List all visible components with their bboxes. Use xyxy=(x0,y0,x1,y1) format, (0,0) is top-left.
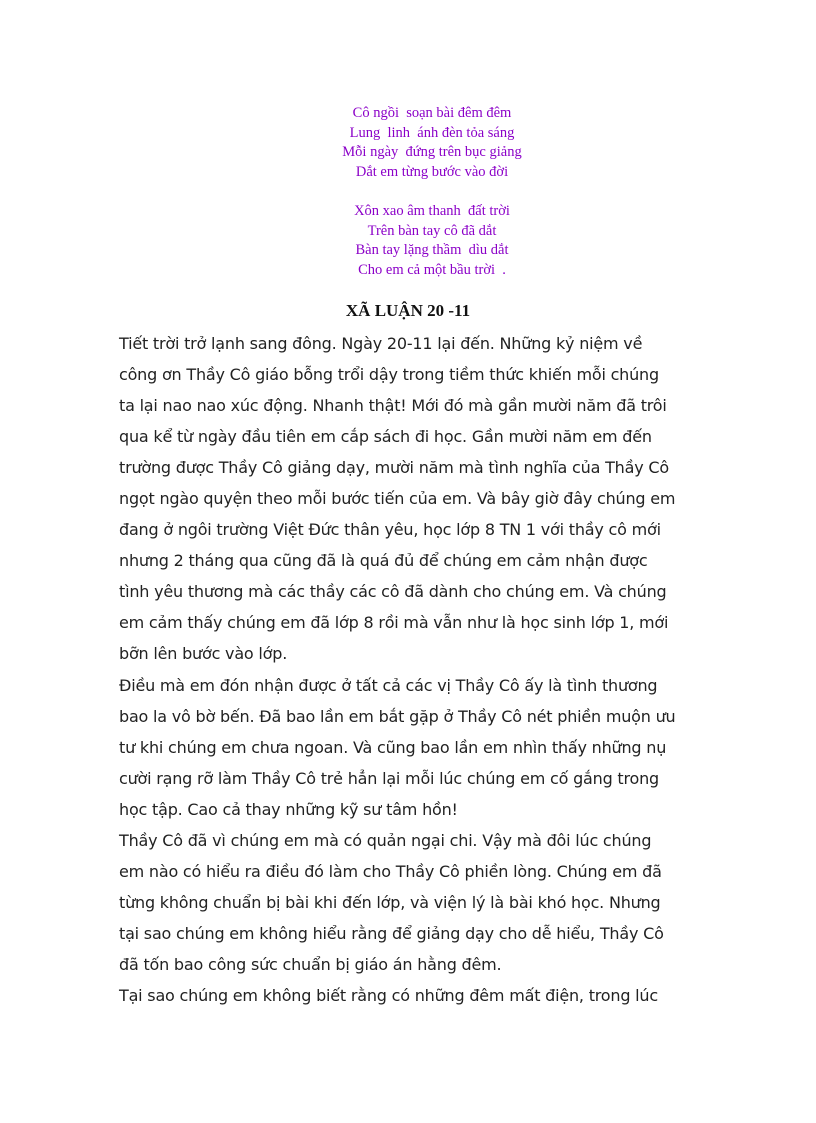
body-line: qua kể từ ngày đầu tiên em cắp sách đi học. Gần mười năm em đến xyxy=(119,427,652,447)
body-line: bao la vô bờ bến. Đã bao lần em bắt gặp ở Thầy Cô nét phiền muộn ưu xyxy=(119,706,676,726)
body-line: ngọt ngào quyện theo mỗi bước tiến của em. Và bây giờ đây chúng em xyxy=(119,489,676,509)
poem-line: Trên bàn tay cô đã dắt xyxy=(367,222,497,239)
body-line: tư khi chúng em chưa ngoan. Và cũng bao lần em nhìn thấy những nụ xyxy=(119,737,667,757)
body-line: từng không chuẩn bị bài khi đến lớp, và viện lý là bài khó học. Nhưng xyxy=(119,892,661,912)
body-line: công ơn Thầy Cô giáo bỗng trổi dậy trong tiềm thức khiến mỗi chúng xyxy=(119,365,659,385)
stanza-gap xyxy=(0,182,816,202)
poem-line: Cô ngồi soạn bài đêm đêm xyxy=(352,105,512,121)
body-line: đang ở ngôi trường Việt Đức thân yêu, học lớp 8 TN 1 với thầy cô mới xyxy=(119,520,661,540)
poem-line: Bàn tay lặng thầm dìu dắt xyxy=(355,242,509,259)
body-line: Điều mà em đón nhận được ở tất cả các vị Thầy Cô ấy là tình thương xyxy=(119,675,658,695)
body-line: đã tốn bao công sức chuẩn bị giáo án hằng đêm. xyxy=(119,954,502,974)
body-line: tại sao chúng em không hiểu rằng để giảng dạy cho dễ hiểu, Thầy Cô xyxy=(119,923,664,943)
body-line: nhưng 2 tháng qua cũng đã là quá đủ để chúng em cảm nhận được xyxy=(119,551,648,571)
poem-line: Cho em cả một bầu trời . xyxy=(358,261,506,278)
body-line: tình yêu thương mà các thầy các cô đã dành cho chúng em. Và chúng xyxy=(119,582,667,602)
body-line: trường được Thầy Cô giảng dạy, mười năm mà tình nghĩa của Thầy Cô xyxy=(119,458,669,478)
body-line: học tập. Cao cả thay những kỹ sư tâm hồn! xyxy=(119,799,458,819)
poem-line: Lung linh ánh đèn tỏa sáng xyxy=(349,124,515,141)
poem xyxy=(0,104,816,280)
body-line: ta lại nao nao xúc động. Nhanh thật! Mới đó mà gần mười năm đã trôi xyxy=(119,396,667,416)
body-line: Tiết trời trở lạnh sang đông. Ngày 20-11 lại đến. Những kỷ niệm về xyxy=(119,334,643,353)
poem-line: Xôn xao âm thanh đất trời xyxy=(354,202,510,219)
poem-line: Dắt em từng bước vào đời xyxy=(355,163,509,180)
body-line: em nào có hiểu ra điều đó làm cho Thầy Cô phiền lòng. Chúng em đã xyxy=(119,861,662,881)
poem-line: Mỗi ngày đứng trên bục giảng xyxy=(342,144,522,161)
body-line: bỡn lên bước vào lớp. xyxy=(119,644,288,664)
article-title: XÃ LUẬN 20 -11 xyxy=(345,301,471,320)
article-body xyxy=(119,328,709,1011)
body-line: cười rạng rỡ làm Thầy Cô trẻ hẳn lại mỗi lúc chúng em cố gắng trong xyxy=(119,768,660,788)
body-line: Tại sao chúng em không biết rằng có những đêm mất điện, trong lúc xyxy=(119,985,658,1005)
body-line: Thầy Cô đã vì chúng em mà có quản ngại chi. Vậy mà đôi lúc chúng xyxy=(119,830,652,850)
body-line: em cảm thấy chúng em đã lớp 8 rồi mà vẫn như là học sinh lớp 1, mới xyxy=(119,613,669,633)
